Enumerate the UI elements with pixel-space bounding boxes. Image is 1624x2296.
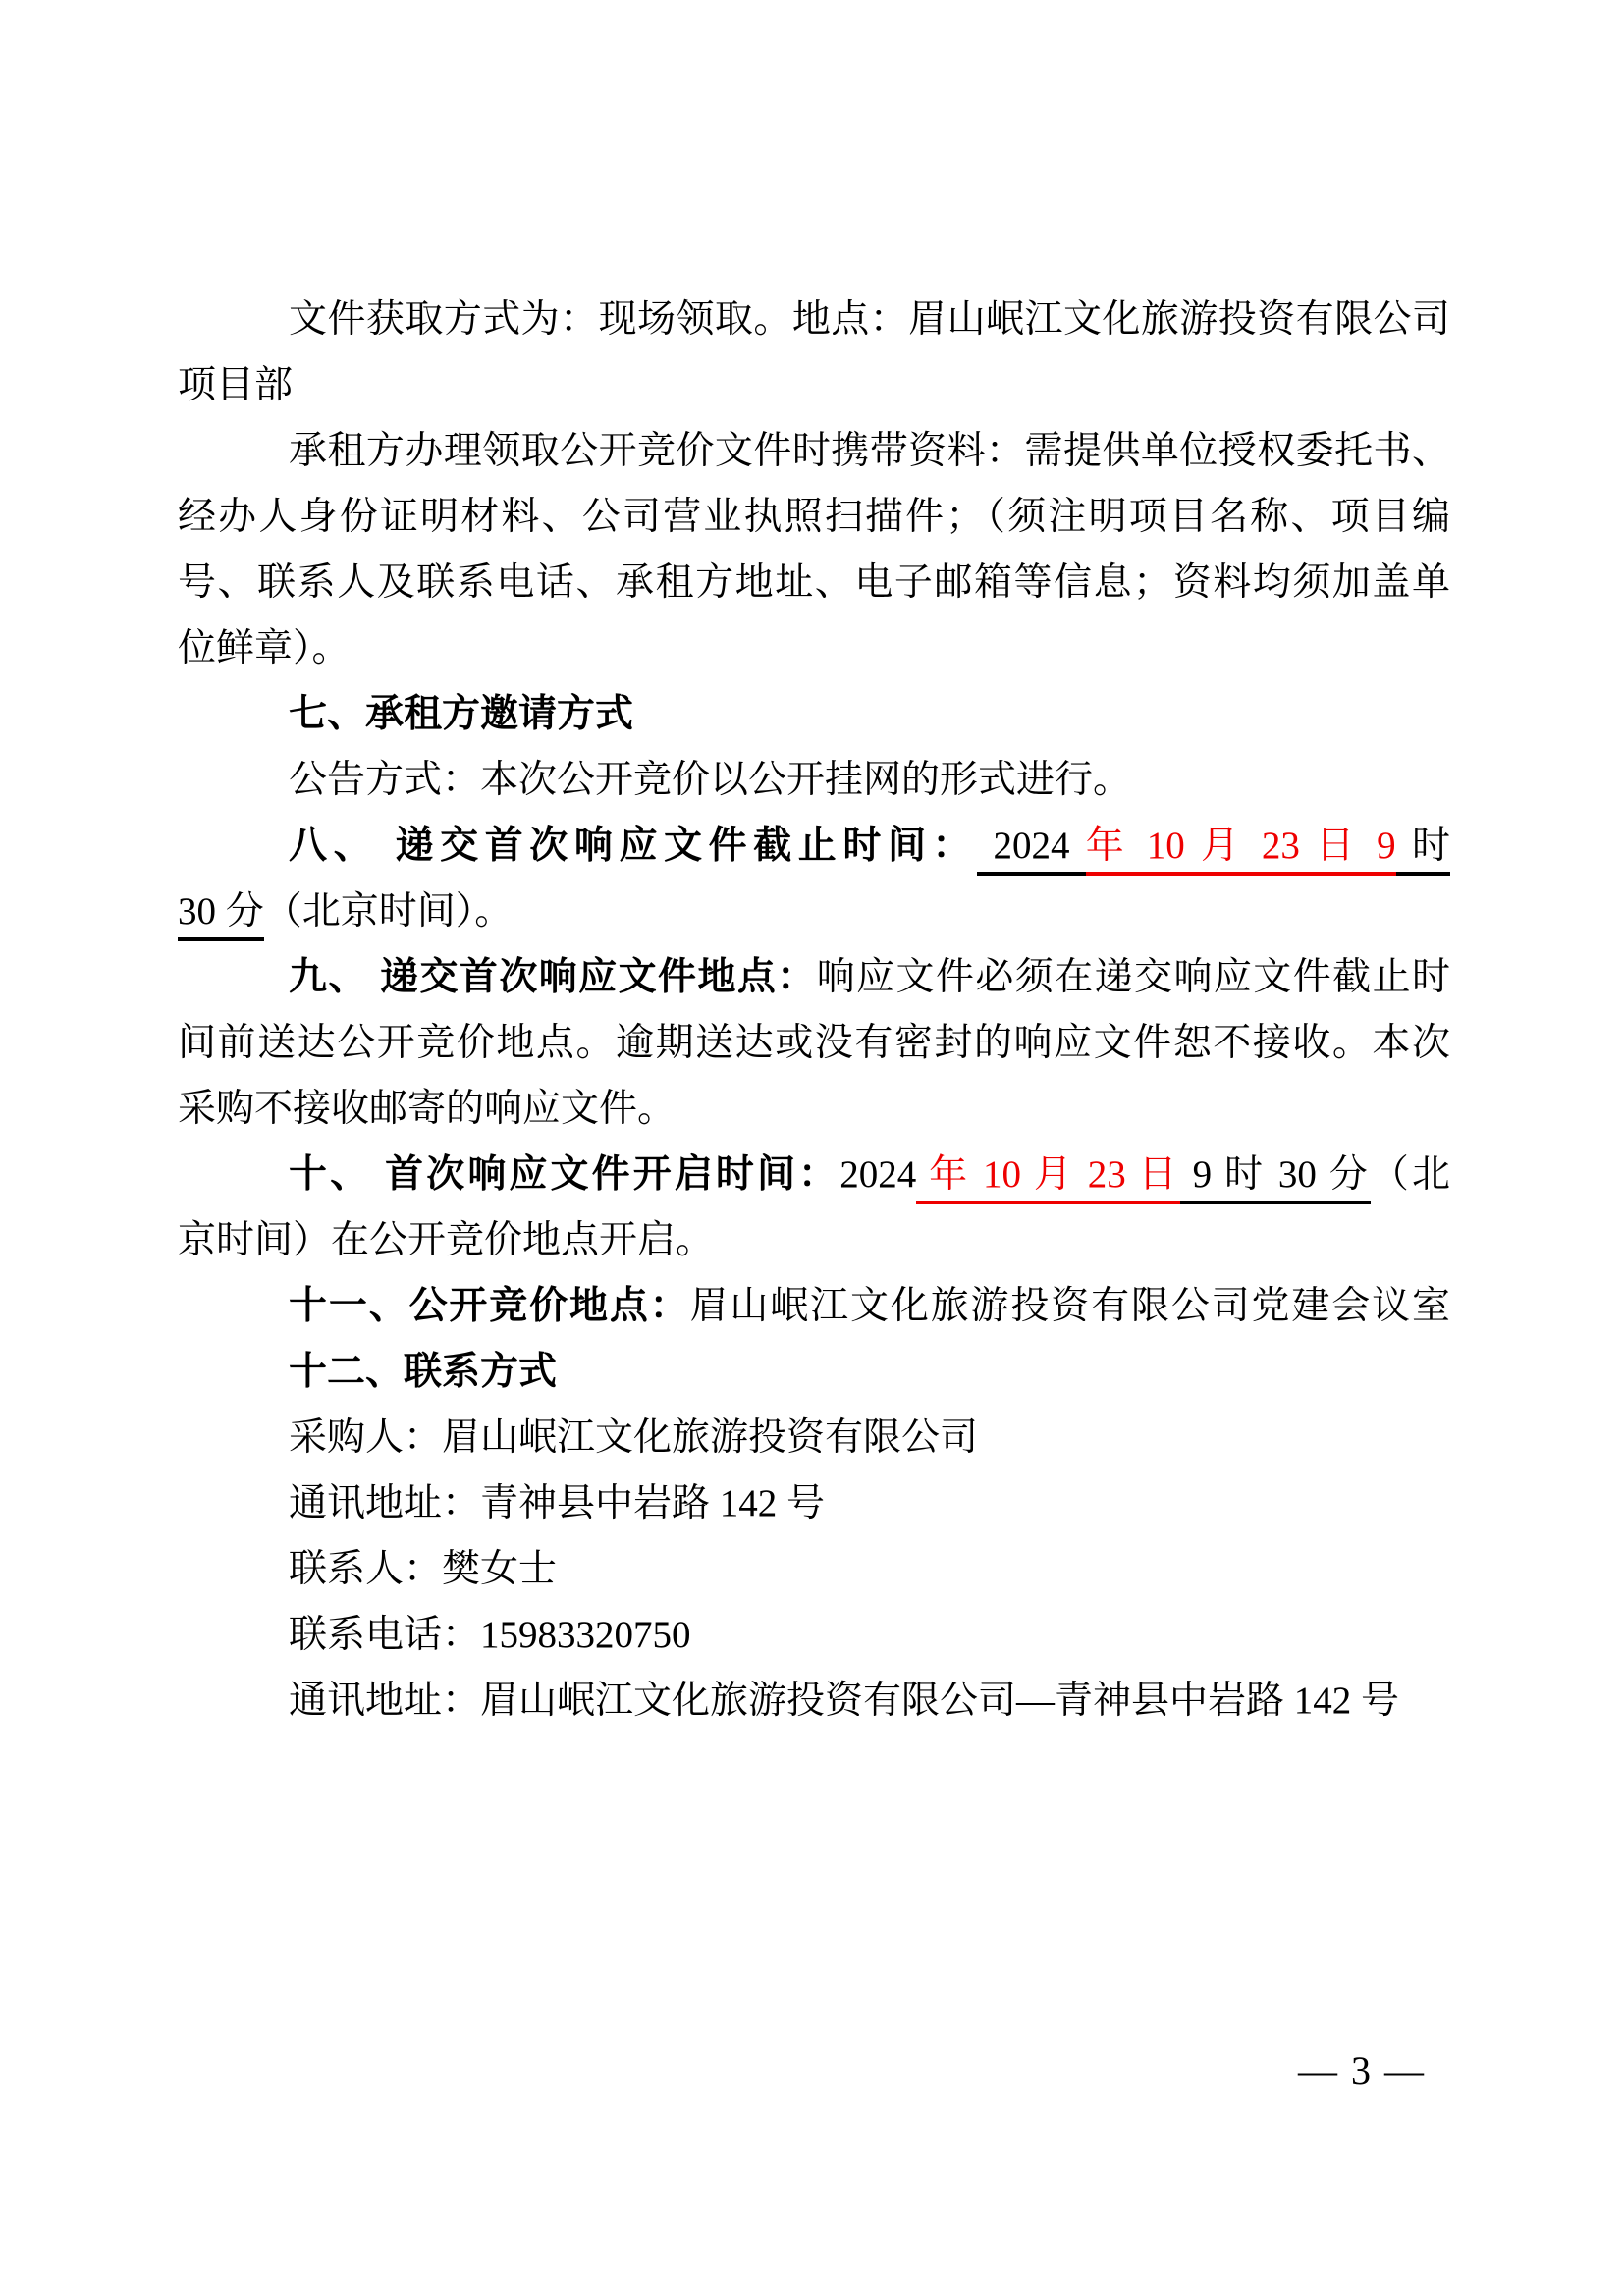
body-text: 联系电话：15983320750 [289,1614,691,1656]
body-text: 通讯地址：眉山岷江文化旅游投资有限公司—青神县中岩路 142 号 [289,1680,1400,1722]
section-7-heading [178,681,1450,747]
body-text: 位鲜章）。 [178,627,351,669]
body-text: 采购人：眉山岷江文化旅游投资有限公司 [289,1416,979,1459]
section-10-opening-time-line-1 [178,1142,1450,1207]
contact-phone [178,1602,1450,1668]
para-materials-line-4 [178,615,1450,681]
opening-year-value: 2024 [839,1153,917,1196]
section-8-deadline-line-1 [178,813,1450,879]
body-text: 号、联系人及联系电话、承租方地址、电子邮箱等信息；资料均须加盖单 [178,561,1450,604]
heading-text: 十二、联系方式 [289,1351,558,1393]
body-text: 承租方办理领取公开竞价文件时携带资料：需提供单位授权委托书、 [289,430,1450,472]
section-9-location-line-3 [178,1076,1450,1142]
body-text: 响应文件必须在递交响应文件截止时 [816,956,1450,998]
page-number: — 3 — [1298,2049,1426,2093]
section-10-opening-time-line-2 [178,1207,1450,1273]
contact-address-2 [178,1668,1450,1734]
opening-date-red-value: 年 10 月 23 日 [916,1153,1180,1204]
section-11-bidding-place [178,1273,1450,1339]
body-text: （北 [1370,1153,1450,1196]
body-text: 采购不接收邮寄的响应文件。 [178,1088,677,1130]
opening-hour-minute-value: 9 时 30 分 [1180,1153,1371,1204]
deadline-year-value: 2024 [977,825,1086,876]
heading-text: 八、 递交首次响应文件截止时间： [289,825,978,867]
deadline-date-red-value: 年 10 月 23 日 9 [1086,825,1396,876]
contact-person [178,1536,1450,1602]
body-text: 文件获取方式为：现场领取。地点：眉山岷江文化旅游投资有限公司 [289,298,1450,341]
deadline-minute-value: 30 分 [178,890,264,941]
para-materials-line-2 [178,484,1450,550]
contact-purchaser [178,1405,1450,1470]
para-announcement-method [178,747,1450,813]
body-text: 联系人：樊女士 [289,1548,558,1590]
section-9-location-line-2 [178,1010,1450,1076]
body-text: 项目部 [178,364,294,406]
body-text: （北京时间）。 [263,890,514,933]
heading-text: 十一、公开竞价地点： [289,1285,690,1327]
bidding-place-value: 眉山岷江文化旅游投资有限公司党建会议室 [689,1285,1450,1327]
body-text: 京时间）在公开竞价地点开启。 [178,1219,715,1261]
para-file-pickup-line-1 [178,287,1450,352]
section-8-deadline-line-2 [178,879,1450,944]
section-9-location-line-1 [178,944,1450,1010]
heading-text: 九、 递交首次响应文件地点： [289,956,817,998]
body-text: 经办人身份证明材料、公司营业执照扫描件；（须注明项目名称、项目编 [178,496,1450,538]
body-text: 公告方式：本次公开竞价以公开挂网的形式进行。 [289,759,1132,801]
contact-address-1 [178,1470,1450,1536]
para-materials-line-1 [178,418,1450,484]
heading-text: 七、承租方邀请方式 [289,693,634,735]
document-body [178,287,1450,1734]
body-text: 间前送达公开竞价地点。逾期送达或没有密封的响应文件恕不接收。本次 [178,1022,1450,1064]
deadline-hour-label: 时 [1396,825,1450,876]
body-text: 通讯地址：青神县中岩路 142 号 [289,1482,826,1524]
section-12-contact-heading [178,1339,1450,1405]
para-file-pickup-line-2 [178,352,1450,418]
heading-text: 十、 首次响应文件开启时间： [289,1153,840,1196]
para-materials-line-3 [178,550,1450,615]
